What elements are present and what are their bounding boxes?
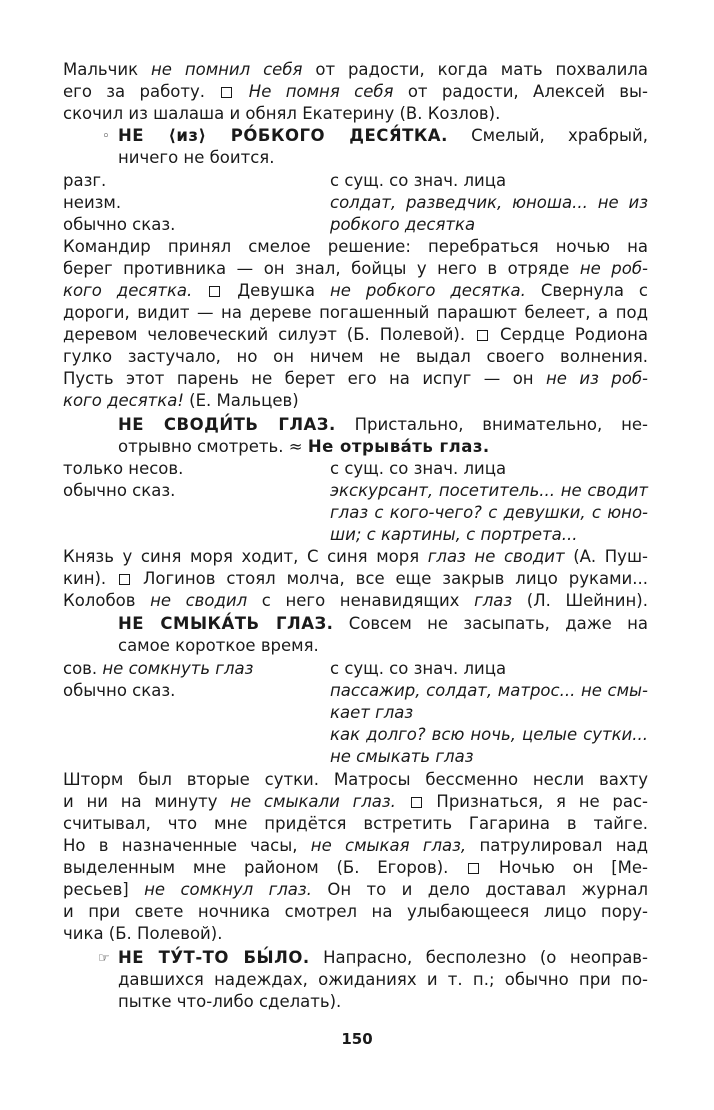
- text-line: скочил из шалаша и обнял Екатерину (В. Козлов).: [63, 104, 501, 123]
- usage-note: как долго? всю ночь, целые сутки...: [330, 725, 648, 744]
- entry-definition: самое короткое время.: [118, 636, 319, 655]
- entry-synonym: Не отрыва́ть глаз.: [307, 437, 490, 456]
- entry-definition: давшихся надеждах, ожиданиях и т. п.; обычно при по-: [118, 970, 648, 989]
- text-line: выделенным мне районом (Б. Егоров). Ночью он [Ме-: [63, 858, 648, 877]
- usage-note: с сущ. со знач. лица: [330, 171, 507, 190]
- separator-box-icon: [119, 574, 130, 585]
- usage-label: только несов.: [63, 459, 184, 478]
- usage-label: обычно сказ.: [63, 681, 176, 700]
- entry-header: НЕ СВОДИ́ТЬ ГЛАЗ. Пристально, внимательно, не-: [118, 415, 648, 434]
- text-line: кин). Логинов стоял молча, все еще закрыв лицо руками...: [63, 569, 649, 588]
- text-line: чика (Б. Полевой).: [63, 924, 223, 943]
- text-line: Мальчик не помнил себя от радости, когда мать похвалила: [63, 60, 648, 79]
- text-line: деревом человеческий силуэт (Б. Полевой). Сердце Родиона: [63, 325, 648, 344]
- usage-label: неизм.: [63, 193, 122, 212]
- text-line: кого десятка! (Е. Мальцев): [63, 391, 299, 410]
- text-line: кого десятка. Девушка не робкого десятка. Свернула с: [63, 281, 648, 300]
- usage-label: обычно сказ.: [63, 215, 176, 234]
- entry-header: НЕ ТУ́Т-ТО БЫ́ЛО. Напрасно, бесполезно (о неоправ-: [118, 948, 648, 967]
- usage-note: с сущ. со знач. лица: [330, 659, 507, 678]
- usage-note: с сущ. со знач. лица: [330, 459, 507, 478]
- text-line: его за работу. Не помня себя от радости, Алексей вы-: [63, 82, 649, 101]
- entry-header: НЕ ⟨из⟩ РО́БКОГО ДЕСЯ́ТКА. Смелый, храбрый,: [118, 126, 648, 145]
- text-line: Командир принял смелое решение: перебраться ночью на: [63, 237, 648, 256]
- entry-marker-icon: ◦: [102, 129, 110, 144]
- entry-headword: НЕ ⟨из⟩ РО́БКОГО ДЕСЯ́ТКА.: [118, 126, 448, 145]
- usage-label: обычно сказ.: [63, 481, 176, 500]
- text-line: берег противника — он знал, бойцы у него в отряде не роб-: [63, 259, 649, 278]
- entry-headword: НЕ ТУ́Т-ТО БЫ́ЛО.: [118, 948, 310, 967]
- usage-note: экскурсант, посетитель... не сводит: [330, 481, 648, 500]
- text-line: Шторм был вторые сутки. Матросы бессменно несли вахту: [63, 770, 648, 789]
- text-line: и ни на минуту не смыкали глаз. Признаться, я не рас-: [63, 792, 648, 811]
- text-line: дороги, видит — на дереве погашенный парашют белеет, а под: [63, 303, 648, 322]
- usage-note: кает глаз: [330, 703, 414, 722]
- entry-headword: НЕ СВОДИ́ТЬ ГЛАЗ.: [118, 415, 336, 434]
- page-number: 150: [341, 1030, 373, 1048]
- entry-headword: НЕ СМЫКА́ТЬ ГЛАЗ.: [118, 614, 334, 633]
- text-line: Но в назначенные часы, не смыкая глаз, патрулировал над: [63, 836, 649, 855]
- usage-note: глаз с кого-чего? с девушки, с юно-: [330, 503, 648, 522]
- usage-note: пассажир, солдат, матрос... не смы-: [330, 681, 648, 700]
- entry-definition: пытке что-либо сделать).: [118, 992, 342, 1011]
- usage-note: робкого десятка: [330, 215, 476, 234]
- entry-marker-icon: ☞: [98, 951, 110, 966]
- separator-box-icon: [209, 286, 220, 297]
- usage-note: ши; с картины, с портрета...: [330, 525, 578, 544]
- text-line: Князь у синя моря ходит, С синя моря глаз не сводит (А. Пуш-: [63, 547, 648, 566]
- entry-definition: ничего не боится.: [118, 148, 275, 167]
- usage-label: разг.: [63, 171, 107, 190]
- entry-header: НЕ СМЫКА́ТЬ ГЛАЗ. Совсем не засыпать, даже на: [118, 614, 648, 633]
- text-line: считывал, что мне придётся встретить Гагарина в тайге.: [63, 814, 648, 833]
- separator-box-icon: [468, 863, 479, 874]
- text-line: Колобов не сводил с него ненавидящих глаз (Л. Шейнин).: [63, 591, 648, 610]
- separator-box-icon: [411, 797, 422, 808]
- text-line: гулко застучало, но он ничем не выдал своего волнения.: [63, 347, 648, 366]
- separator-box-icon: [221, 87, 232, 98]
- usage-note: солдат, разведчик, юноша... не из: [330, 193, 648, 212]
- text-line: Пусть этот парень не берет его на испуг — он не из роб-: [63, 369, 649, 388]
- text-line: и при свете ночника смотрел на улыбающееся лицо пору-: [63, 902, 648, 921]
- usage-note: не смыкать глаз: [330, 747, 474, 766]
- separator-box-icon: [477, 330, 488, 341]
- usage-label: сов. не сомкнуть глаз: [63, 659, 254, 678]
- entry-definition: отрывно смотреть. ≈ Не отрыва́ть глаз.: [118, 437, 490, 456]
- text-line: ресьев] не сомкнул глаз. Он то и дело доставал журнал: [63, 880, 648, 899]
